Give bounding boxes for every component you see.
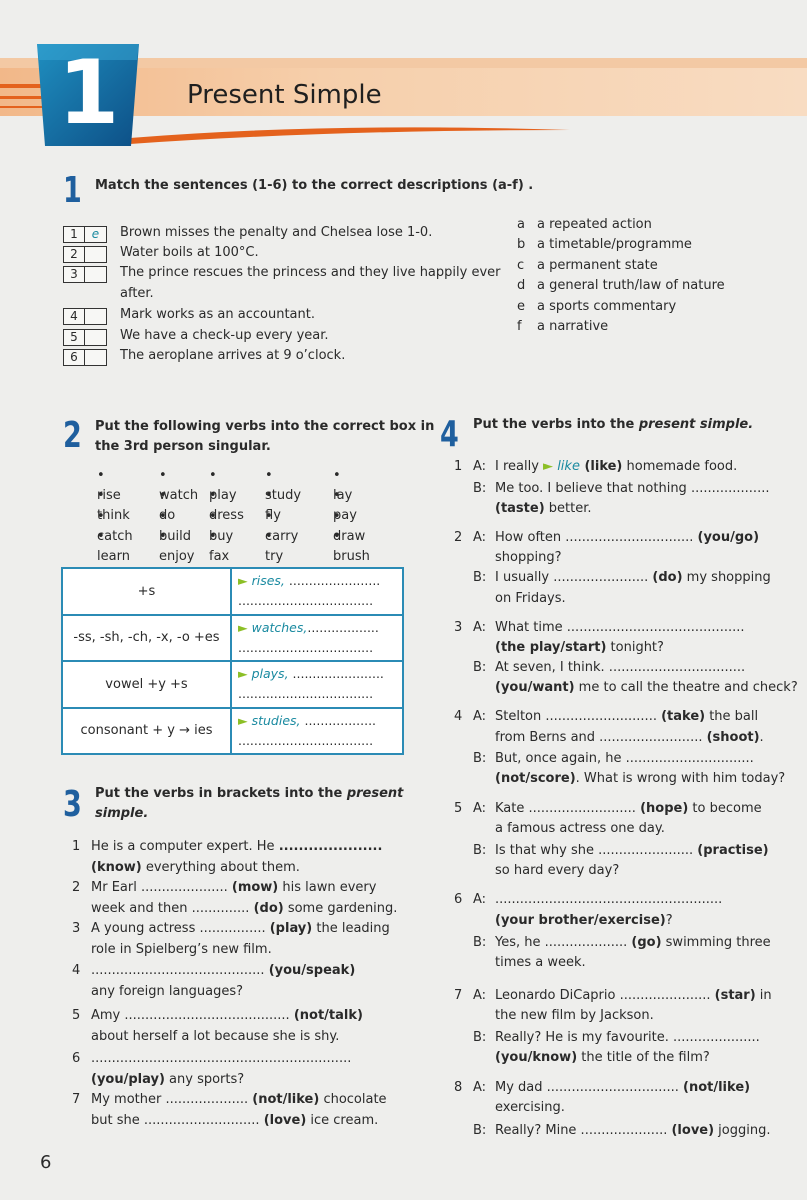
line-text: Stelton ........................... xyxy=(495,709,662,724)
dotted-blank: .................................. xyxy=(238,639,374,655)
verb-prompt: (you/want) xyxy=(495,680,575,695)
verb-prompt: (not/like) xyxy=(683,1080,751,1095)
verb-item: • build xyxy=(159,507,191,547)
verb-item: • rise xyxy=(97,466,121,506)
answer-line xyxy=(238,711,402,731)
item-text: My mother .................... xyxy=(91,1092,253,1107)
speaker-label: B: xyxy=(473,843,487,858)
verb-item: • lay xyxy=(333,466,352,506)
line-text: from Berns and ......................... xyxy=(495,730,707,745)
play-arrow-icon: ► xyxy=(238,666,252,682)
exercise-item xyxy=(91,836,406,878)
exercise-3-number: 3 xyxy=(63,784,82,825)
item-number: 3 xyxy=(454,620,463,635)
item-text: his lawn every xyxy=(278,880,377,895)
dotted-blank: ....................... xyxy=(288,666,384,682)
exercise-item xyxy=(91,918,406,960)
item-text: role in Spielberg’s new film. xyxy=(91,942,272,957)
item-number: 7 xyxy=(454,988,463,1003)
verb-item: • do xyxy=(159,486,175,526)
item-text: any foreign languages? xyxy=(91,984,244,999)
description-letter: e xyxy=(517,298,525,314)
dialogue-line xyxy=(495,677,798,698)
example-answer: like xyxy=(557,459,580,474)
item-text: everything about them. xyxy=(141,860,300,875)
line-text: I usually ....................... xyxy=(495,570,653,585)
verb-item: • pay xyxy=(333,486,357,526)
dotted-blank: .................. xyxy=(307,619,379,635)
item-line xyxy=(91,1026,406,1047)
example-answer: rises, xyxy=(251,573,285,589)
dialogue-line xyxy=(495,727,764,748)
line-text: a famous actress one day. xyxy=(495,821,665,836)
item-number: 4 xyxy=(454,709,463,724)
sentence-text: We have a check-up every year. xyxy=(120,328,329,343)
verb-prompt: (love) xyxy=(671,1123,715,1138)
description-letter: b xyxy=(517,237,526,253)
description-text: a general truth/law of nature xyxy=(537,278,725,294)
instruction-emphasis: present simple. xyxy=(638,417,754,432)
line-text: ? xyxy=(665,913,673,928)
dialogue-line xyxy=(495,889,722,910)
speaker-label: B: xyxy=(473,935,487,950)
speaker-label: A: xyxy=(473,459,487,474)
instruction-emphasis: simple. xyxy=(95,806,149,821)
item-line xyxy=(91,960,406,981)
line-text: . xyxy=(759,730,764,745)
item-line xyxy=(91,1110,406,1131)
verb-prompt: (know) xyxy=(91,860,142,875)
description-text: a permanent state xyxy=(537,257,658,273)
dialogue-line xyxy=(495,1047,710,1068)
verb-prompt: (you/know) xyxy=(495,1050,578,1065)
item-number: 4 xyxy=(72,963,81,978)
answer-cell xyxy=(231,708,403,755)
table-row xyxy=(62,568,403,615)
verb-prompt: (like) xyxy=(579,459,623,474)
exercise-2-instruction xyxy=(95,417,434,457)
dialogue-line xyxy=(495,985,772,1006)
answer-box xyxy=(63,349,107,366)
item-number: 6 xyxy=(72,1051,81,1066)
instruction-text: Put the verbs in brackets into the xyxy=(95,786,343,801)
dotted-blank: ....................... xyxy=(284,573,381,589)
answer-box-value xyxy=(85,330,106,345)
answer-box-value: e xyxy=(91,227,100,241)
dialogue-line xyxy=(495,1077,750,1098)
answer-box-number: 6 xyxy=(64,350,85,365)
answer-box-number: 1 xyxy=(64,227,85,242)
line-text: But, once again, he ............................... xyxy=(495,751,754,766)
answer-box xyxy=(63,329,107,346)
item-text: the leading xyxy=(312,921,390,936)
verb-prompt: (not/score) xyxy=(495,771,576,786)
verb-prompt: (take) xyxy=(661,709,706,724)
answer-line xyxy=(238,571,402,591)
dialogue-line xyxy=(495,1097,565,1118)
item-text: but she ............................ xyxy=(91,1113,264,1128)
line-text: Kate .......................... xyxy=(495,801,641,816)
item-text: about herself a lot because she is shy. xyxy=(91,1029,340,1044)
item-number: 5 xyxy=(454,801,463,816)
description-text: a repeated action xyxy=(537,217,652,232)
speaker-label: A: xyxy=(473,709,487,724)
instruction-text: Put the verbs into the xyxy=(473,417,635,432)
play-arrow-icon: ► xyxy=(238,573,252,589)
item-text: any sports? xyxy=(164,1072,245,1087)
verb-item: • play xyxy=(209,466,237,506)
speaker-label: B: xyxy=(473,660,487,675)
dotted-blank: .................................. xyxy=(238,732,374,748)
dialogue-line xyxy=(495,1027,760,1048)
line-text: What time ........................................... xyxy=(495,620,745,635)
rule-cell: -ss, -sh, -ch, -x, -o +es xyxy=(62,615,231,662)
item-number: 7 xyxy=(72,1092,81,1107)
description-item xyxy=(517,215,652,235)
page-number: 6 xyxy=(40,1152,52,1173)
line-text: on Fridays. xyxy=(495,591,566,606)
exercise-1-instruction: Match the sentences (1-6) to the correct descriptions (a-f) . xyxy=(95,178,534,193)
exercise-item xyxy=(91,1048,406,1090)
exercise-3-instruction xyxy=(95,784,403,824)
unit-number: 1 xyxy=(58,41,120,144)
description-item xyxy=(517,276,725,296)
answer-box-number: 3 xyxy=(64,267,85,282)
item-line xyxy=(91,857,406,878)
answer-cell xyxy=(231,615,403,662)
line-text: Me too. I believe that nothing ................... xyxy=(495,481,770,496)
item-text: week and then .............. xyxy=(91,901,254,916)
dialogue-line xyxy=(495,952,586,973)
verb-prompt: (play) xyxy=(269,921,313,936)
item-text: Mr Earl ..................... xyxy=(91,880,232,895)
line-text: At seven, I think. ................................. xyxy=(495,660,746,675)
line-text: exercising. xyxy=(495,1100,565,1115)
line-text: Yes, he .................... xyxy=(495,935,632,950)
line-text: jogging. xyxy=(714,1123,771,1138)
instruction-emphasis: present xyxy=(346,786,404,801)
dialogue-line xyxy=(495,1005,654,1026)
line-text: the ball xyxy=(705,709,759,724)
line-text: swimming three xyxy=(661,935,771,950)
dialogue-line xyxy=(495,567,771,588)
description-item xyxy=(517,317,608,337)
line-text: My dad ................................ xyxy=(495,1080,684,1095)
dialogue-line xyxy=(495,637,664,658)
line-text: better. xyxy=(544,501,592,516)
dialogue-line xyxy=(495,456,737,477)
line-text: homemade food. xyxy=(622,459,738,474)
speaker-label: A: xyxy=(473,988,487,1003)
sentence-text: The prince rescues the princess and they live happily ever xyxy=(120,265,501,280)
dialogue-line xyxy=(495,588,566,609)
example-answer: plays, xyxy=(251,666,289,682)
dialogue-line xyxy=(495,478,769,499)
sentence-text: Water boils at 100°C. xyxy=(120,245,259,260)
verb-item: • buy xyxy=(209,507,233,547)
answer-box-number: 2 xyxy=(64,247,85,262)
verb-prompt: (you/speak) xyxy=(268,963,356,978)
line-text: shopping? xyxy=(495,550,562,565)
answer-box xyxy=(63,308,107,325)
line-text: tonight? xyxy=(606,640,664,655)
rule-cell: +s xyxy=(62,568,231,615)
answer-box xyxy=(63,226,107,243)
answer-box-value xyxy=(85,247,106,262)
header-swoosh xyxy=(130,110,580,150)
description-text: a narrative xyxy=(537,319,609,334)
speaker-label: A: xyxy=(473,892,487,907)
unit-title: Present Simple xyxy=(187,80,382,110)
exercise-item xyxy=(91,960,406,1002)
line-text: . What is wrong with him today? xyxy=(575,771,786,786)
exercise-item xyxy=(91,1089,406,1131)
description-letter: f xyxy=(517,319,522,334)
answer-line xyxy=(238,618,402,638)
exercise-4-number: 4 xyxy=(440,414,459,455)
item-line xyxy=(91,1069,406,1090)
example-answer: watches, xyxy=(251,619,308,635)
verb-prompt: (star) xyxy=(714,988,756,1003)
dotted-blank: .................................. xyxy=(238,686,374,702)
instruction-line: Put the following verbs into the correct box in xyxy=(95,419,435,434)
item-text: ............................................................... xyxy=(91,1051,352,1066)
item-number: 8 xyxy=(454,1080,463,1095)
line-text: the title of the film? xyxy=(577,1050,710,1065)
verb-item: • carry xyxy=(265,507,298,547)
verb-prompt: (love) xyxy=(263,1113,307,1128)
verb-item: • fly xyxy=(265,486,281,526)
verb-prompt: (hope) xyxy=(640,801,689,816)
verb-prompt: (practise) xyxy=(697,843,769,858)
sentence-text: after. xyxy=(120,286,154,301)
item-number: 1 xyxy=(454,459,463,474)
dialogue-line xyxy=(495,706,758,727)
sentence-text: Mark works as an accountant. xyxy=(120,307,315,322)
dialogue-line xyxy=(495,748,754,769)
line-text: I really xyxy=(495,459,544,474)
dialogue-line xyxy=(495,1120,770,1141)
verb-item: • brush xyxy=(333,527,370,567)
item-line xyxy=(91,877,406,898)
dialogue-line xyxy=(495,617,744,638)
answer-box xyxy=(63,246,107,263)
table-row xyxy=(62,615,403,662)
line-text: Leonardo DiCaprio ...................... xyxy=(495,988,715,1003)
item-line xyxy=(91,939,406,960)
description-item xyxy=(517,256,658,276)
item-text: A young actress ................ xyxy=(91,921,270,936)
description-letter: a xyxy=(517,217,525,232)
exercise-item xyxy=(91,877,406,919)
speaker-label: B: xyxy=(473,570,487,585)
item-line xyxy=(91,898,406,919)
example-answer: studies, xyxy=(251,712,301,728)
item-text: .......................................... xyxy=(91,963,269,978)
dialogue-line xyxy=(495,498,592,519)
verb-prompt: (taste) xyxy=(495,501,545,516)
line-text: How often ............................... xyxy=(495,530,698,545)
dialogue-line xyxy=(495,657,745,678)
verb-prompt: (you/play) xyxy=(91,1072,165,1087)
line-text: my shopping xyxy=(682,570,771,585)
play-arrow-icon: ► xyxy=(543,459,554,474)
description-item xyxy=(517,235,692,255)
verb-item: • study xyxy=(265,466,301,506)
verb-sort-table xyxy=(61,567,404,755)
answer-box-value xyxy=(85,350,106,365)
line-text: so hard every day? xyxy=(495,863,620,878)
verb-prompt: (do) xyxy=(652,570,683,585)
exercise-item xyxy=(91,1005,406,1047)
verb-item: • learn xyxy=(97,527,130,567)
dotted-blank: .................. xyxy=(300,712,377,728)
exercise-1-number: 1 xyxy=(63,170,82,211)
item-text: He is a computer expert. He xyxy=(91,839,279,854)
item-line xyxy=(91,1089,406,1110)
verb-prompt: (your brother/exercise) xyxy=(495,913,666,928)
item-line xyxy=(91,836,406,857)
description-letter: c xyxy=(517,257,525,273)
dotted-blank: .................................. xyxy=(238,593,374,609)
item-number: 5 xyxy=(72,1008,81,1023)
item-number: 1 xyxy=(72,839,81,854)
line-text: Really? Mine ..................... xyxy=(495,1123,672,1138)
verb-item: • dress xyxy=(209,486,244,526)
item-number: 6 xyxy=(454,892,463,907)
answer-cell xyxy=(231,568,403,615)
exercise-2-number: 2 xyxy=(63,415,82,456)
play-arrow-icon: ► xyxy=(238,619,252,635)
rule-cell: vowel +y +s xyxy=(62,661,231,708)
verb-item: • catch xyxy=(97,507,133,547)
dialogue-line xyxy=(495,818,665,839)
rule-cell: consonant + y → ies xyxy=(62,708,231,755)
answer-box-number: 5 xyxy=(64,330,85,345)
dialogue-line xyxy=(495,798,762,819)
verb-prompt: (not/like) xyxy=(252,1092,320,1107)
verb-item: • fax xyxy=(209,527,229,567)
item-line xyxy=(91,981,406,1002)
dialogue-line xyxy=(495,547,561,568)
verb-prompt: (you/go) xyxy=(697,530,760,545)
sentence-text: Brown misses the penalty and Chelsea lose 1-0. xyxy=(120,225,433,240)
line-text: in xyxy=(755,988,772,1003)
exercise-4-instruction xyxy=(473,415,753,435)
answer-cell xyxy=(231,661,403,708)
table-row xyxy=(62,708,403,755)
item-number: 3 xyxy=(72,921,81,936)
item-line xyxy=(91,918,406,939)
item-number: 2 xyxy=(454,530,463,545)
line-text: the new film by Jackson. xyxy=(495,1008,654,1023)
description-text: a sports commentary xyxy=(537,298,677,314)
line-text: Really? He is my favourite. ..................... xyxy=(495,1030,760,1045)
table-row xyxy=(62,661,403,708)
item-line xyxy=(91,1048,406,1069)
line-text: times a week. xyxy=(495,955,586,970)
item-text: chocolate xyxy=(319,1092,387,1107)
dialogue-line xyxy=(495,910,673,931)
verb-item: • try xyxy=(265,527,283,567)
speaker-label: A: xyxy=(473,801,487,816)
answer-box xyxy=(63,266,107,283)
speaker-label: B: xyxy=(473,751,487,766)
speaker-label: A: xyxy=(473,1080,487,1095)
item-text: some gardening. xyxy=(283,901,398,916)
verb-prompt: ..................... xyxy=(278,839,383,854)
description-item xyxy=(517,297,676,317)
play-arrow-icon: ► xyxy=(238,712,252,728)
verb-prompt: (mow) xyxy=(231,880,279,895)
item-line xyxy=(91,1005,406,1026)
speaker-label: A: xyxy=(473,530,487,545)
sentence-text: The aeroplane arrives at 9 o’clock. xyxy=(120,348,346,363)
dialogue-line xyxy=(495,840,769,861)
verb-prompt: (the play/start) xyxy=(495,640,607,655)
answer-line xyxy=(238,664,402,684)
line-text: me to call the theatre and check? xyxy=(574,680,798,695)
verb-prompt: (go) xyxy=(631,935,662,950)
verb-prompt: (do) xyxy=(253,901,284,916)
item-number: 2 xyxy=(72,880,81,895)
dialogue-line xyxy=(495,932,771,953)
dialogue-line xyxy=(495,527,759,548)
item-text: Amy ........................................ xyxy=(91,1008,294,1023)
verb-item: • think xyxy=(97,486,130,526)
item-text: ice cream. xyxy=(306,1113,379,1128)
instruction-line: the 3rd person singular. xyxy=(95,439,271,454)
line-text: to become xyxy=(688,801,762,816)
dialogue-line xyxy=(495,860,619,881)
description-letter: d xyxy=(517,278,526,294)
verb-prompt: (not/talk) xyxy=(293,1008,363,1023)
speaker-label: B: xyxy=(473,1123,487,1138)
answer-box-number: 4 xyxy=(64,309,85,324)
speaker-label: B: xyxy=(473,481,487,496)
verb-item: • watch xyxy=(159,466,198,506)
line-text: Is that why she ....................... xyxy=(495,843,698,858)
verb-prompt: (shoot) xyxy=(706,730,760,745)
answer-box-value xyxy=(85,309,106,324)
line-text: ....................................................... xyxy=(495,892,723,907)
verb-item: • draw xyxy=(333,507,365,547)
speaker-label: A: xyxy=(473,620,487,635)
speaker-label: B: xyxy=(473,1030,487,1045)
description-text: a timetable/programme xyxy=(537,237,692,253)
verb-item: • enjoy xyxy=(159,527,195,567)
dialogue-line xyxy=(495,768,785,789)
answer-box-value xyxy=(85,267,106,282)
